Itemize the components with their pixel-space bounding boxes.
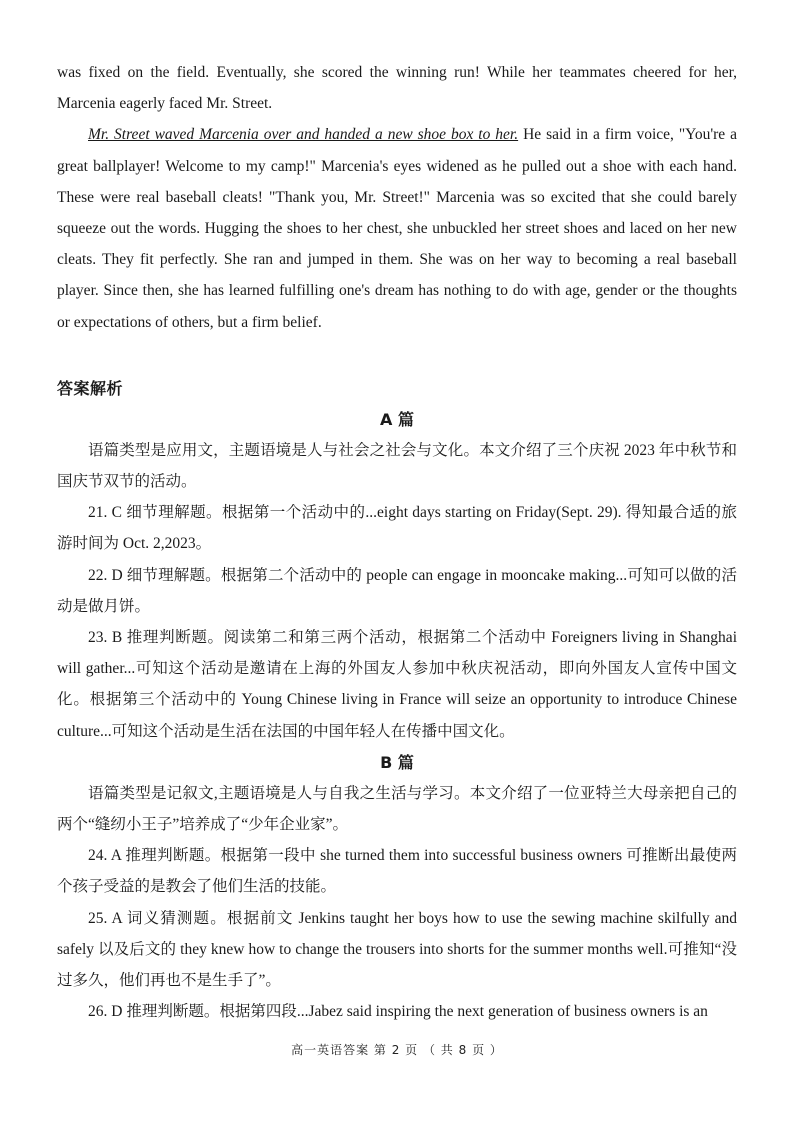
answer-23: 23. B 推理判断题。阅读第二和第三两个活动，根据第二个活动中 Foreigners living in Shanghai will gather...可知这个活动是邀请在上海的外国友人参加中秋庆祝活动，即向外国友人宣传中国文化。根据第三个活动中的 Young Chinese living in France will seize an opportunity to introduce Chinese culture...可知这个活动是生活在法国的中国年轻人在传播中国文化。 (57, 629, 737, 740)
section-a-title: A 篇 (380, 409, 414, 429)
story-paragraph-1: was fixed on the field. Eventually, she scored the winning run! While her teammates cheered for her, Marcenia eagerly faced Mr. Street. (57, 64, 737, 113)
answer-21: 21. C 细节理解题。根据第一个活动中的...eight days starting on Friday(Sept. 29). 得知最合适的旅游时间为 Oct. 2,2023。 (57, 504, 737, 553)
story-paragraph-2-rest: He said in a firm voice, "You're a great ballplayer! Welcome to my camp!" Marcenia's eyes widened as he pulled out a shoe with each hand. These were real baseball cleats! "Thank you, Mr. Street!" Marcenia was so excited that she could barely squeeze out the words. Hugging the shoes to her chest, she unbuckled her street shoes and laced on her new cleats. They fit perfectly. She ran and jumped in them. She was on her way to becoming a real baseball player. Since then, she has learned fulfilling one's dream has nothing to do with age, gender or the thoughts or expectations of others, but a firm belief. (57, 126, 737, 331)
page-content (57, 57, 737, 1027)
answer-22: 22. D 细节理解题。根据第二个活动中的 people can engage in mooncake making...可知可以做的活动是做月饼。 (57, 566, 737, 615)
section-b-title: B 篇 (380, 752, 414, 772)
section-b-intro: 语篇类型是记叙文,主题语境是人与自我之生活与学习。本文介绍了一位亚特兰大母亲把自己的两个“缝纫小王子”培养成了“少年企业家”。 (57, 784, 737, 834)
story-paragraph-2 (57, 119, 737, 337)
answers-heading: 答案解析 (57, 378, 124, 398)
answer-24: 24. A 推理判断题。根据第一段中 she turned them into successful business owners 可推断出最使两个孩子受益的是教会了他们生活的技能。 (57, 847, 737, 896)
answer-26: 26. D 推理判断题。根据第四段...Jabez said inspiring the next generation of business owners is an (88, 1003, 708, 1021)
answer-25: 25. A 词义猜测题。根据前文 Jenkins taught her boys how to use the sewing machine skilfully and safely 以及后文的 they knew how to change the trousers into shorts for the summer months well.可推知“没过多久，他们再也不是生手了”。 (57, 909, 737, 990)
page-footer: 高一英语答案 第 2 页 （ 共 8 页 ） (291, 1043, 503, 1057)
underlined-sentence: Mr. Street waved Marcenia over and handed a new shoe box to her. (88, 126, 519, 144)
section-a-intro: 语篇类型是应用文，主题语境是人与社会之社会与文化。本文介绍了三个庆祝 2023 年中秋节和国庆节双节的活动。 (57, 441, 737, 491)
